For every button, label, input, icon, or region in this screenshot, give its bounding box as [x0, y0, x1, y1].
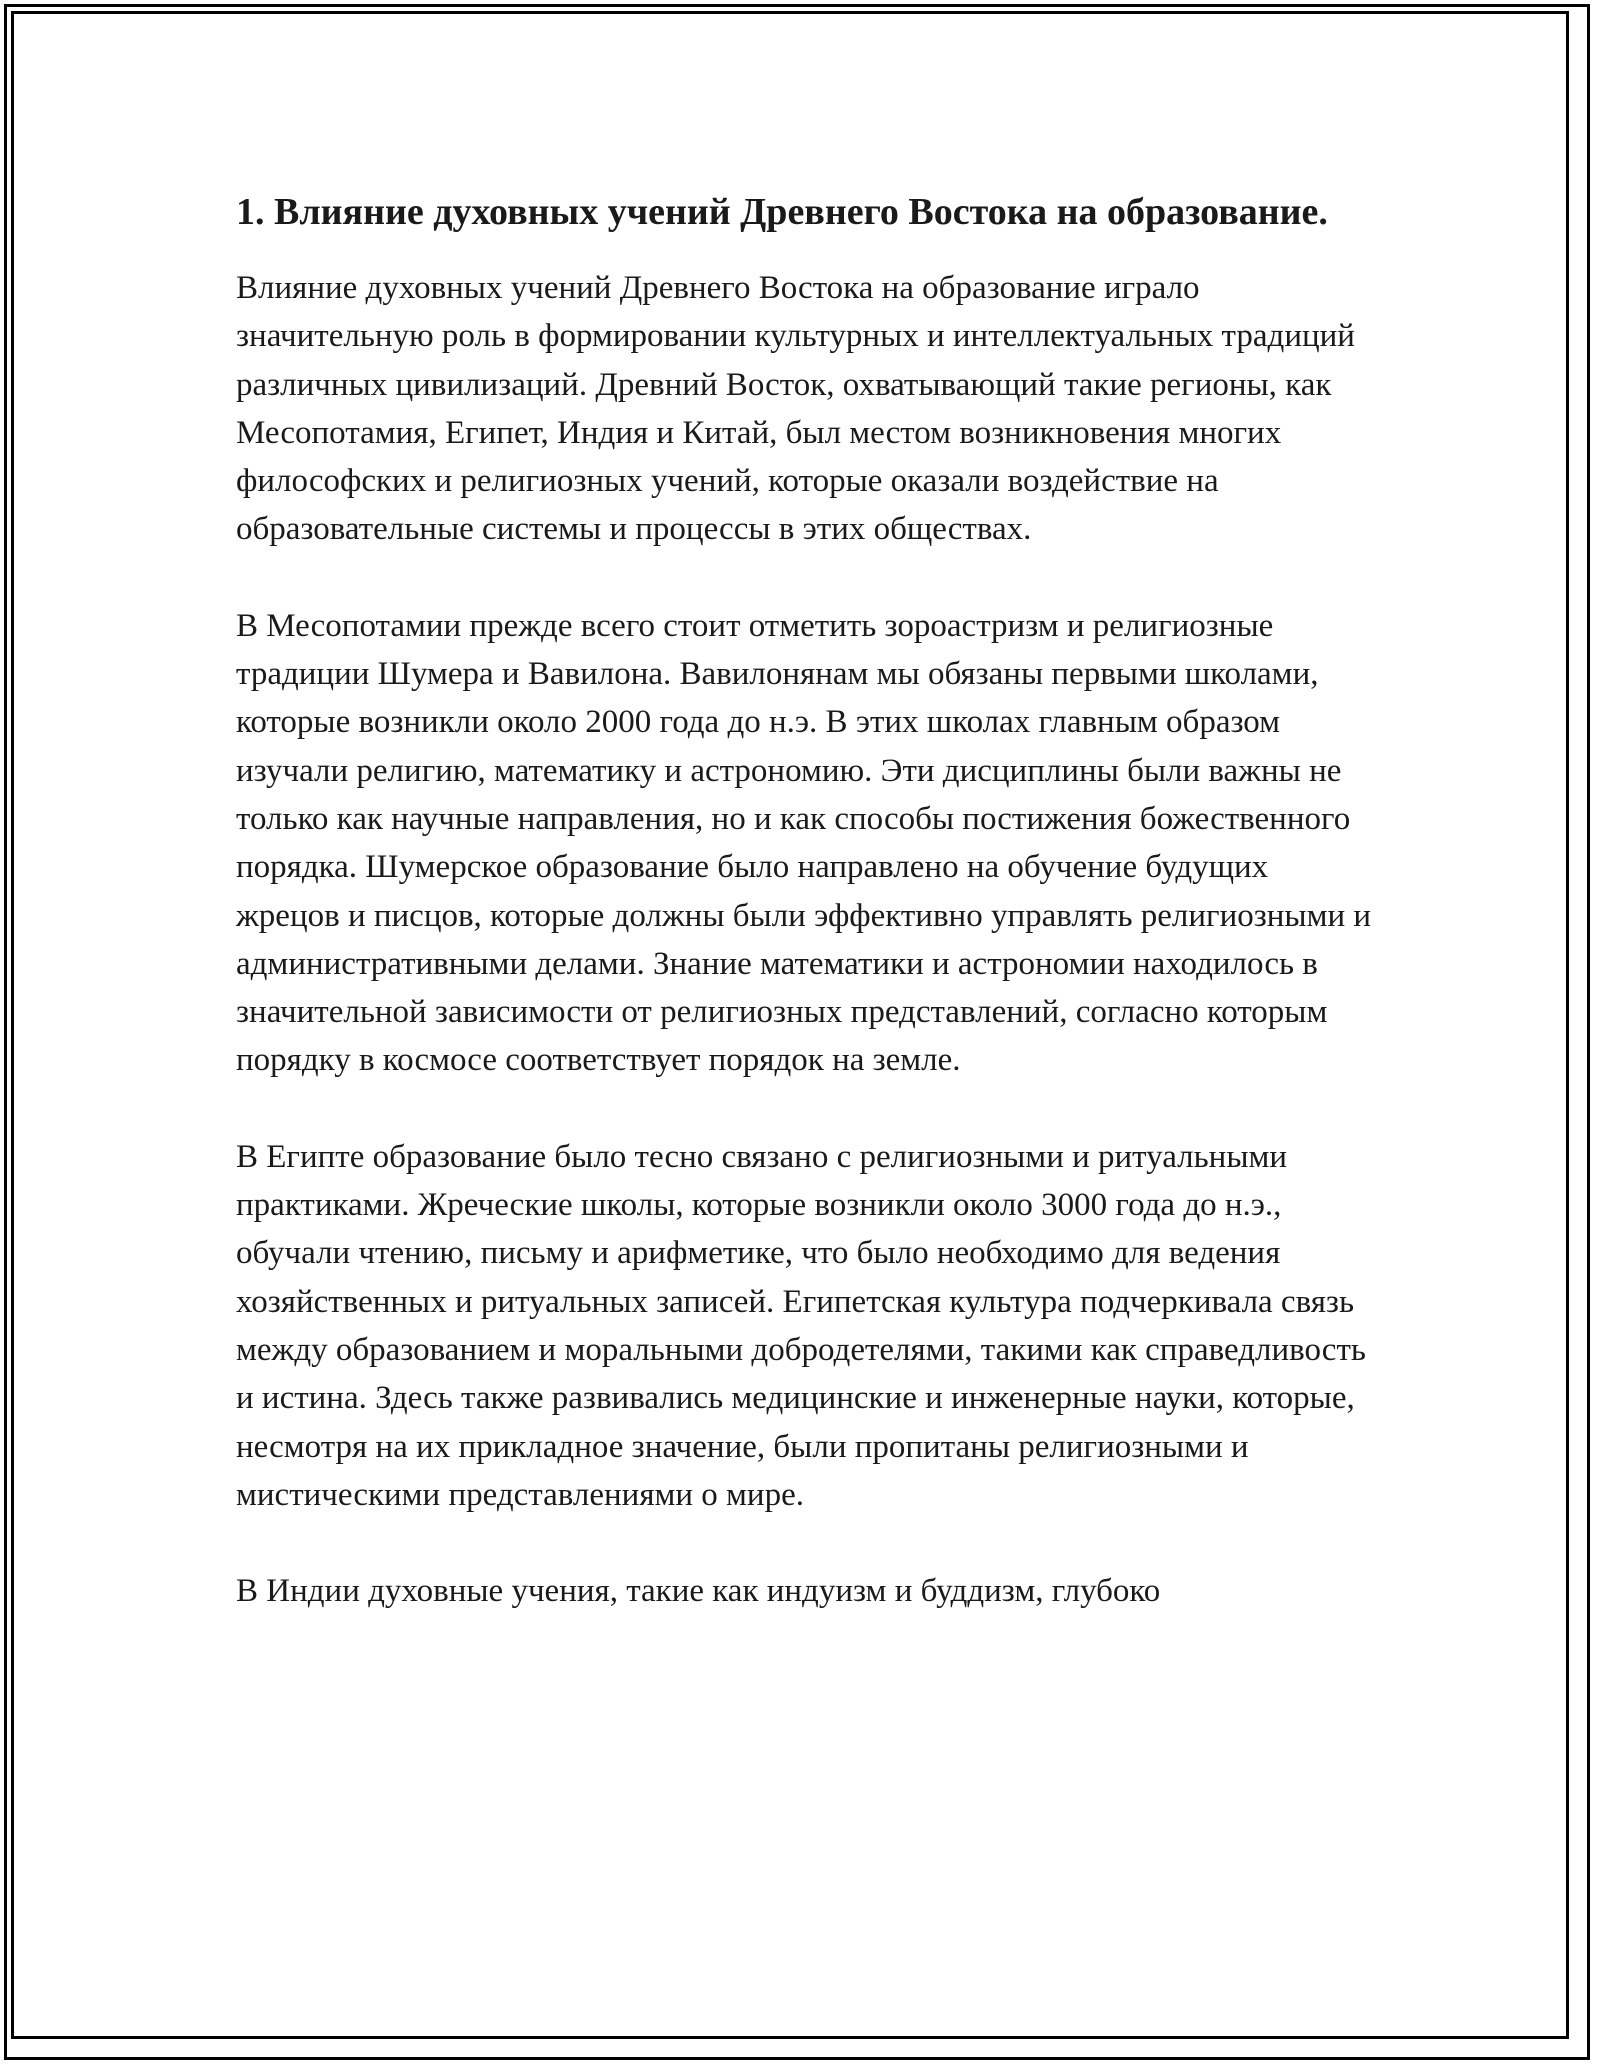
paragraph-mesopotamia: В Месопотамии прежде всего стоит отметить зороастризм и религиозные традиции Шумера и Вавилона. Вавилонянам мы обязаны первыми школами, которые возникли около 2000 года до н.э. В этих школах главным образом изучали религию, математику и астрономию. Эти дисциплины были важны не только как научные направления, но и как способы постижения божественного порядка. Шумерское образование было направлено на обучение будущих жрецов и писцов, которые должны были эффективно управлять религиозными и административными делами. Знание математики и астрономии находилось в значительной зависимости от религиозных представлений, согласно которым порядку в космосе соответствует порядок на земле.	[236, 607, 1372, 1079]
document-body	[236, 186, 1376, 1663]
paragraph-egypt: В Египте образование было тесно связано с религиозными и ритуальными практиками. Жреческие школы, которые возникли около 3000 года до н.э., обучали чтению, письму и арифметике, что было необходимо для ведения хозяйственных и ритуальных записей. Египетская культура подчеркивала связь между образованием и моральными добродетелями, такими как справедливость и истина. Здесь также развивались медицинские и инженерные науки, которые, несмотря на их прикладное значение, были пропитаны религиозными и мистическими представлениями о мире.	[236, 1138, 1366, 1513]
paragraph-intro: Влияние духовных учений Древнего Востока на образование играло значительную роль в формировании культурных и интеллектуальных традиций различных цивилизаций. Древний Восток, охватывающий такие регионы, как Месопотамия, Египет, Индия и Китай, был местом возникновения многих философских и религиозных учений, которые оказали воздействие на образовательные системы и процессы в этих обществах.	[236, 270, 1355, 548]
paragraph-india: В Индии духовные учения, такие как индуизм и буддизм, глубоко	[236, 1573, 1161, 1610]
section-heading: 1. Влияние духовных учений Древнего Востока на образование.	[236, 191, 1328, 233]
